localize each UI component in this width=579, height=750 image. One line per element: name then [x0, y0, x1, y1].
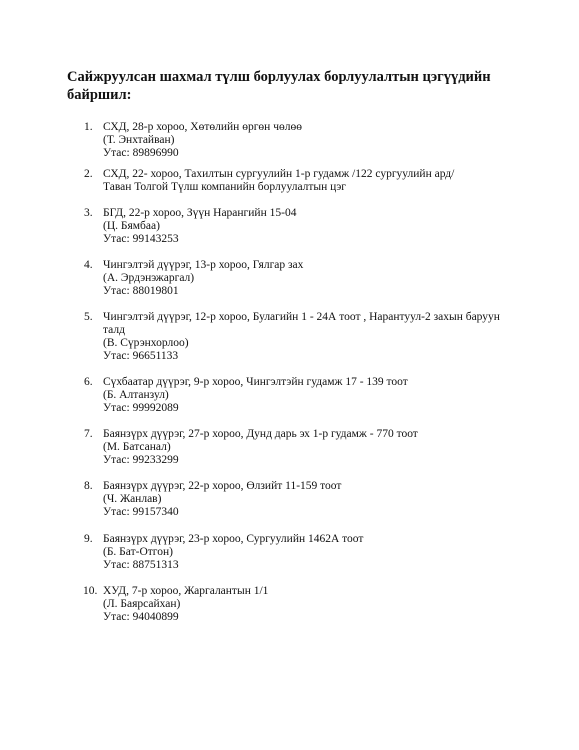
item-body [103, 311, 511, 363]
item-address: БГД, 22-р хороо, Зүүн Нарангийн 15-04 [103, 207, 297, 219]
item-contact-person: (А. Эрдэнэжаргал) [103, 272, 195, 284]
item-address: Чингэлтэй дүүрэг, 12-р хороо, Булагийн 1 - 24А тоот , Нарантуул-2 захын баруун [103, 311, 500, 323]
item-phone: Утас: 99233299 [103, 454, 179, 466]
document-title: Сайжруулсан шахмал түлш борлуулах борлуулалтын цэгүүдийн байршил: [67, 69, 491, 103]
item-number: 2. [84, 168, 93, 180]
item-body [103, 533, 511, 572]
item-phone: Утас: 94040899 [103, 611, 179, 623]
item-body [103, 121, 511, 160]
item-address: СХД, 22- хороо, Тахилтын сургуулийн 1-р гудамж /122 сургуулийн ард/ [103, 168, 455, 180]
item-address-cont: Таван Толгой Түлш компанийн борлуулалтын цэг [103, 181, 346, 193]
item-contact-person: (Ч. Жанлав) [103, 493, 162, 505]
item-body [103, 585, 511, 624]
item-contact-person: (Б. Алтанзул) [103, 389, 169, 401]
item-body [103, 376, 511, 415]
item-number: 6. [84, 376, 93, 388]
item-phone: Утас: 99157340 [103, 506, 179, 518]
item-phone: Утас: 88751313 [103, 559, 179, 571]
item-contact-person: (Л. Баярсайхан) [103, 598, 181, 610]
item-contact-person: (Т. Энхтайван) [103, 134, 175, 146]
item-address: Баянзүрх дүүрэг, 22-р хороо, Өлзийт 11-159 тоот [103, 480, 342, 492]
item-address-cont: талд [103, 324, 125, 336]
item-body [103, 259, 511, 298]
item-body [103, 428, 511, 467]
item-address: Баянзүрх дүүрэг, 23-р хороо, Сургуулийн 1462А тоот [103, 533, 364, 545]
item-number: 8. [84, 480, 93, 492]
item-phone: Утас: 99143253 [103, 233, 179, 245]
item-address: Сүхбаатар дүүрэг, 9-р хороо, Чингэлтэйн гудамж 17 - 139 тоот [103, 376, 408, 388]
item-address: СХД, 28-р хороо, Хөтөлийн өргөн чөлөө [103, 121, 302, 133]
item-contact-person: (Ц. Бямбаа) [103, 220, 160, 232]
item-phone: Утас: 89896990 [103, 147, 179, 159]
item-number: 3. [84, 207, 93, 219]
item-number: 5. [84, 311, 93, 323]
item-number: 9. [84, 533, 93, 545]
item-number: 4. [84, 259, 93, 271]
item-contact-person: (М. Батсанал) [103, 441, 171, 453]
item-contact-person: (Б. Бат-Отгон) [103, 546, 173, 558]
item-number: 10. [83, 585, 98, 597]
item-address: ХУД, 7-р хороо, Жаргалантын 1/1 [103, 585, 269, 597]
item-contact-person: (В. Сүрэнхорлоо) [103, 337, 189, 349]
item-number: 1. [84, 121, 93, 133]
item-body [103, 168, 511, 194]
item-body [103, 480, 511, 519]
item-phone: Утас: 96651133 [103, 350, 179, 362]
item-address: Чингэлтэй дүүрэг, 13-р хороо, Гялгар зах [103, 259, 304, 271]
item-phone: Утас: 88019801 [103, 285, 179, 297]
item-body [103, 207, 511, 246]
item-phone: Утас: 99992089 [103, 402, 179, 414]
item-address: Баянзүрх дүүрэг, 27-р хороо, Дунд дарь эх 1-р гудамж - 770 тоот [103, 428, 418, 440]
item-number: 7. [84, 428, 93, 440]
